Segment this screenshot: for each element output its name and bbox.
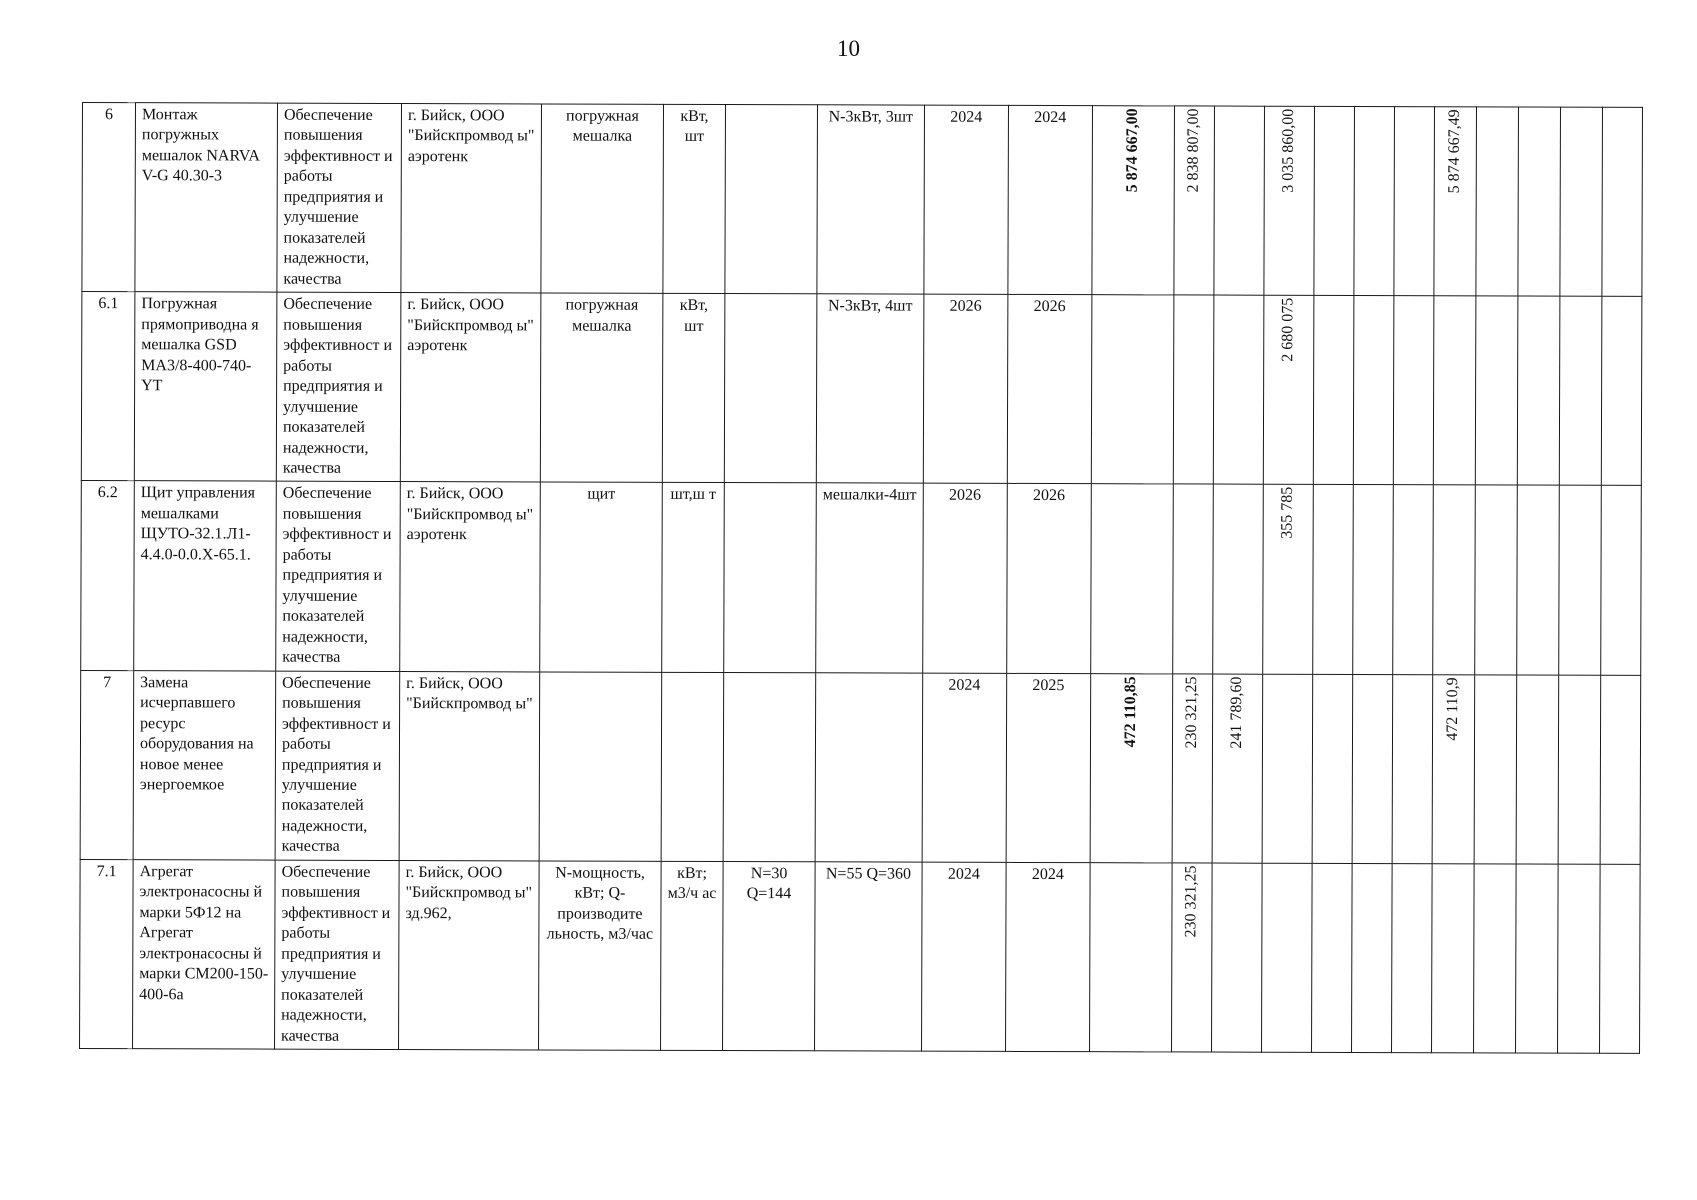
year-end: 2024 <box>1034 108 1067 127</box>
cost-total-cell <box>1089 863 1172 1052</box>
source-empty-1-cell <box>1473 864 1516 1053</box>
row-number: 6 <box>104 106 113 124</box>
year-end-cell <box>1007 295 1092 484</box>
measure-location-cell <box>400 482 541 672</box>
year-start-cell <box>923 294 1008 483</box>
measure-location: г. Бийск, ООО "Бийскпромвод ы" аэротенк <box>407 107 535 166</box>
year-end: 2024 <box>1031 865 1064 883</box>
source-empty-4-cell <box>1599 864 1640 1053</box>
year-end: 2026 <box>1033 298 1066 316</box>
measure-name-cell <box>135 103 278 293</box>
value-before-cell <box>723 672 816 862</box>
cost-2025-cell <box>1214 106 1265 295</box>
year-start-cell <box>922 673 1007 862</box>
source-empty-3-cell <box>1559 296 1602 485</box>
measure-location: г. Бийск, ООО "Бийскпромвод ы" <box>406 674 533 713</box>
measure-goal: Обеспечение повышения эффективност и работы предприятия и улучшение показателей надежности, качества <box>282 295 393 477</box>
cost-empty-1-cell <box>1312 485 1353 674</box>
cost-2024-cell <box>1171 863 1212 1052</box>
source-empty-4-cell <box>1600 486 1641 675</box>
measure-location-cell <box>401 104 542 294</box>
value-after: мешалки-4шт <box>822 486 917 505</box>
year-end-cell <box>1006 484 1091 673</box>
table-row <box>80 670 1640 864</box>
unit-of-measure: шт,ш т <box>670 486 716 504</box>
cost-total-cell <box>1090 673 1173 862</box>
source-empty-4-cell <box>1600 675 1641 864</box>
cost-total-cell <box>1091 295 1174 484</box>
cost-2026-cell <box>1262 674 1313 863</box>
measure-name: Погружная прямоприводна я мешалка GSD MA3/8-400-740-YT <box>141 295 259 395</box>
cost-empty-1-cell <box>1314 106 1355 295</box>
cost-empty-2-cell <box>1352 674 1393 863</box>
source-empty-2-cell <box>1516 485 1559 674</box>
year-end-cell <box>1008 105 1093 294</box>
row-number-cell <box>80 859 134 1048</box>
source-empty-2-cell <box>1518 107 1561 296</box>
value-after-cell <box>816 483 923 673</box>
measure-location: г. Бийск, ООО "Бийскпромвод ы" аэротенк <box>407 296 534 355</box>
source-empty-1-cell <box>1476 107 1519 296</box>
row-number-cell <box>81 292 135 481</box>
cost-empty-1-cell <box>1313 296 1354 485</box>
cost-2025: 241 789,60 <box>1227 676 1246 749</box>
measure-name-cell <box>134 292 277 482</box>
row-number-cell <box>80 670 134 859</box>
technical-parameter: погружная мешалка <box>566 107 639 146</box>
source-total-cell <box>1434 107 1477 296</box>
unit-of-measure-cell <box>661 861 724 1050</box>
source-empty-1-cell <box>1474 675 1517 864</box>
technical-parameter: N-мощность, кВт; Q-производите льность, м3/час <box>546 864 654 944</box>
source-empty-2-cell <box>1517 296 1560 485</box>
value-before-cell <box>723 861 816 1051</box>
technical-parameter-cell <box>541 104 664 294</box>
measure-goal-cell <box>277 103 402 293</box>
measure-goal: Обеспечение повышения эффективност и работы предприятия и улучшение показателей надежности, качества <box>283 106 393 288</box>
value-after-cell <box>815 862 922 1052</box>
cost-2026-cell <box>1264 106 1315 295</box>
cost-2025-cell <box>1211 863 1262 1052</box>
row-number-cell <box>82 103 136 292</box>
measure-goal-cell <box>276 292 401 482</box>
cost-empty-2-cell <box>1354 106 1395 295</box>
year-start: 2024 <box>950 108 983 126</box>
unit-of-measure: кВт, шт <box>679 297 708 335</box>
source-total-cell <box>1431 864 1474 1053</box>
cost-total-cell <box>1090 484 1173 673</box>
source-empty-3-cell <box>1558 675 1601 864</box>
value-after: N-3кВт, 3шт <box>828 108 914 126</box>
source-empty-3-cell <box>1558 486 1601 675</box>
value-after: N=55 Q=360 <box>825 865 912 883</box>
cost-2026: 2 680 075 <box>1279 297 1297 363</box>
row-number: 7.1 <box>96 862 117 880</box>
cost-2026-cell <box>1262 485 1313 674</box>
cost-2024-cell <box>1173 295 1214 484</box>
year-start-cell <box>922 484 1007 673</box>
value-before: N=30 Q=144 <box>746 864 792 903</box>
cost-2024-cell <box>1172 674 1213 863</box>
source-empty-1-cell <box>1474 485 1517 674</box>
measure-location: г. Бийск, ООО "Бийскпромвод ы" зд.962, <box>405 863 533 922</box>
cost-2026: 3 035 860,00 <box>1279 108 1298 193</box>
source-total-cell <box>1433 296 1476 485</box>
unit-of-measure-cell <box>662 294 725 483</box>
cost-2025-cell <box>1213 295 1264 484</box>
cost-2024: 2 838 807,00 <box>1184 108 1203 193</box>
source-total: 5 874 667,49 <box>1445 109 1463 194</box>
source-empty-4-cell <box>1602 107 1643 296</box>
measure-goal: Обеспечение повышения эффективност и работы предприятия и улучшение показателей надежности, качества <box>282 485 392 667</box>
technical-parameter-cell <box>540 482 663 672</box>
cost-total: 5 874 667,00 <box>1123 108 1142 193</box>
source-empty-3-cell <box>1560 107 1603 296</box>
year-start: 2024 <box>947 865 980 883</box>
measure-name-cell <box>133 670 276 860</box>
unit-of-measure-cell <box>662 483 725 672</box>
measure-name: Агрегат электронасосны й марки 5Ф12 на Агрегат электронасосны й марки СМ200-150-400-6а <box>139 863 269 1004</box>
year-end: 2026 <box>1032 487 1066 505</box>
year-start: 2026 <box>949 297 982 316</box>
cost-2024-cell <box>1172 484 1213 673</box>
measure-name: Щит управления мешалками ЩУТО-32.1.Л1-4.4.0-0.0.Х-65.1. <box>140 484 256 564</box>
value-after-cell <box>817 105 924 295</box>
technical-parameter-cell <box>539 672 662 862</box>
cost-2025-cell <box>1212 484 1263 673</box>
page-number: 10 <box>837 36 860 61</box>
year-start-cell <box>924 105 1009 294</box>
year-end-cell <box>1005 862 1090 1051</box>
cost-total-cell <box>1092 106 1175 295</box>
year-start: 2026 <box>948 487 982 505</box>
measure-name: Монтаж погружных мешалок NARVA V-G 40.30-3 <box>141 106 260 185</box>
technical-parameter: щит <box>587 486 616 504</box>
measure-name-cell <box>134 481 277 671</box>
cost-2025-cell <box>1212 674 1263 863</box>
source-total: 472 110,9 <box>1444 676 1462 741</box>
cost-empty-2-cell <box>1353 296 1394 485</box>
year-start: 2024 <box>948 676 981 694</box>
measure-location-cell <box>399 671 540 861</box>
cost-2024-cell <box>1174 106 1215 295</box>
table-row <box>81 481 1641 675</box>
measure-goal-cell <box>275 671 400 861</box>
value-after-cell <box>815 672 922 862</box>
value-before-cell <box>725 105 818 295</box>
source-empty-4-cell <box>1601 296 1642 485</box>
cost-empty-3-cell <box>1392 485 1433 674</box>
cost-empty-1-cell <box>1312 674 1353 863</box>
value-after: N-3кВт, 4шт <box>827 297 913 315</box>
source-empty-2-cell <box>1515 864 1558 1053</box>
measure-name: Замена исчерпавшего ресурс оборудования на новое менее энергоемкое <box>139 673 254 794</box>
source-empty-3-cell <box>1557 864 1600 1053</box>
row-number: 7 <box>103 673 112 691</box>
cost-2026: 355 785 <box>1278 487 1296 540</box>
investment-plan-table <box>79 102 1643 1054</box>
unit-of-measure: кВт, шт <box>680 107 709 146</box>
measure-location-cell <box>400 293 541 483</box>
table-row <box>82 103 1642 297</box>
table-row <box>81 292 1641 486</box>
cost-empty-1-cell <box>1311 863 1352 1052</box>
cost-2026-cell <box>1261 863 1312 1052</box>
measure-goal-cell <box>275 860 400 1050</box>
cost-empty-2-cell <box>1352 485 1393 674</box>
row-number: 6.1 <box>98 295 119 313</box>
source-total-cell <box>1432 674 1475 863</box>
measure-goal-cell <box>276 482 401 672</box>
cost-empty-2-cell <box>1351 863 1392 1052</box>
cost-2026-cell <box>1263 295 1314 484</box>
value-after-cell <box>816 294 923 484</box>
measure-name-cell <box>133 860 276 1050</box>
cost-2024: 230 321,25 <box>1182 865 1200 938</box>
unit-of-measure: кВт; м3/ч ас <box>667 864 717 903</box>
technical-parameter-cell <box>540 293 663 483</box>
row-number: 6.2 <box>97 484 118 502</box>
year-end-cell <box>1006 673 1091 862</box>
measure-goal: Обеспечение повышения эффективност и работы предприятия и улучшение показателей надежности, качества <box>281 863 391 1045</box>
source-total-cell <box>1432 485 1475 674</box>
measure-location: г. Бийск, ООО "Бийскпромвод ы" аэротенк <box>406 485 534 544</box>
value-before-cell <box>724 294 817 484</box>
cost-empty-3-cell <box>1394 107 1435 296</box>
year-end: 2025 <box>1032 676 1065 694</box>
technical-parameter-cell <box>539 861 662 1051</box>
row-number-cell <box>81 481 135 670</box>
unit-of-measure-cell <box>661 672 724 861</box>
source-empty-2-cell <box>1516 675 1559 864</box>
source-empty-1-cell <box>1475 296 1518 485</box>
table-row <box>80 859 1640 1053</box>
cost-empty-3-cell <box>1392 674 1433 863</box>
measure-location-cell <box>399 860 540 1050</box>
technical-parameter: погружная мешалка <box>565 296 639 335</box>
cost-2024: 230 321,25 <box>1182 676 1201 749</box>
year-start-cell <box>921 862 1006 1051</box>
cost-empty-3-cell <box>1391 863 1432 1052</box>
measure-goal: Обеспечение повышения эффективност и работы предприятия и улучшение показателей надежности, качества <box>281 674 391 856</box>
cost-empty-3-cell <box>1393 296 1434 485</box>
cost-total: 472 110,85 <box>1121 675 1140 748</box>
unit-of-measure-cell <box>663 104 726 293</box>
value-before-cell <box>724 483 817 673</box>
